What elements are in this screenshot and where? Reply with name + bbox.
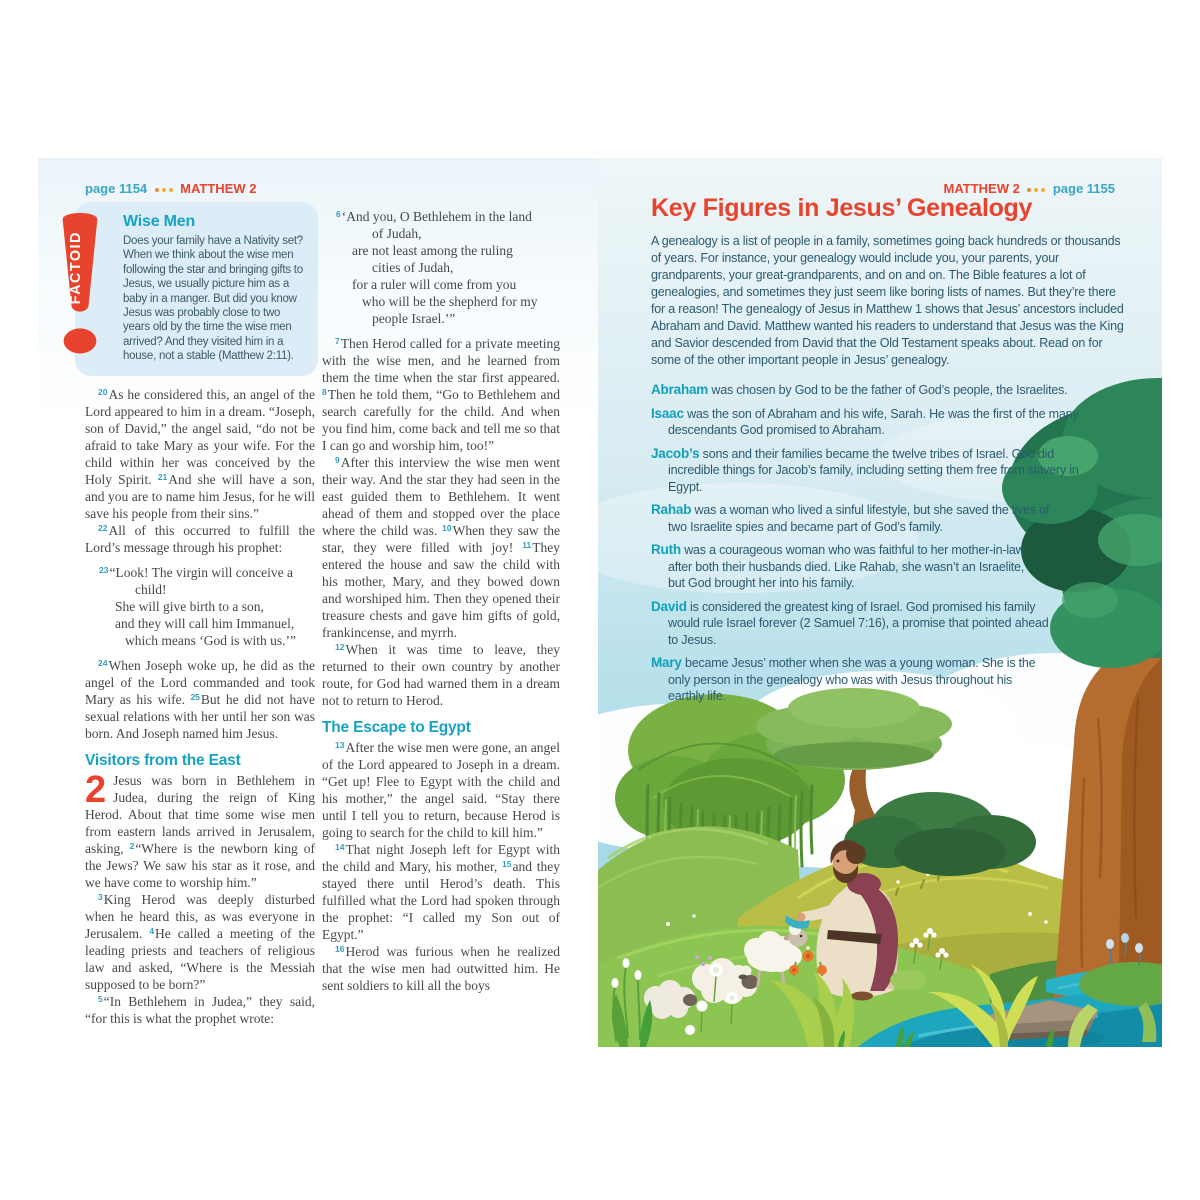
factoid-body: Does your family have a Nativity set? When we think about the wise men following the star and bringing gifts to Jesus, we usually picture him as a baby in a manger. But did you know Jesus was probably close to two years old by the time the wise men arrived? And they visited him in a house, not a stable (Matthew 2:11). [123,235,303,363]
chapter-number: 2 [85,768,107,811]
entry-name: David [651,598,687,614]
genealogy-entries [651,382,1127,705]
poetry-line: child! [135,581,167,597]
page-left [38,158,598,1047]
genealogy-entry: David is considered the greatest king of Israel. God promised his family would rule Israel forever (2 Samuel 7:16), a promise that pointed ahead to Jesus. [651,598,1049,647]
scripture-paragraph: $^5$“In Bethlehem in Judea,” they said, “for this is what the prophet wrote: [85,993,315,1026]
scripture-paragraph: $^{16}$Herod was furious when he realized that the wise men had outwitted him. He sent soldiers to kill all the boys [322,944,560,993]
factoid-icon-label: FACTOID [68,231,84,305]
verse-number: 24 [98,657,108,668]
poetry-line: for a ruler will come from you [352,277,517,292]
verse-number: 11 [522,540,532,550]
verse-number: 16 [335,944,345,954]
verse-number: 20 [98,386,108,397]
genealogy-entry: Jacob’s sons and their families became the twelve tribes of Israel. God did incredible things for Jacob’s family, including setting them free from slavery in Egypt. [651,445,1079,494]
left-running-head [85,180,256,196]
feature-title: Key Figures in Jesus’ Genealogy [651,194,1033,222]
poetry-line: She will give birth to a son, [115,598,264,614]
verse-number: 9 [335,455,340,465]
verse-number: 8 [322,387,327,397]
poetry-line: which means ‘God is with us.’” [125,632,296,648]
chapter-paragraph: 2 Jesus was born in Bethlehem in Judea, during the reign of King Herod. About that time some wise men from eastern lands arrived in Jerusalem, asking, $^2$“Where is the newborn king of the Jews? We saw his star as it rose, and we have come to worship him.” [85,768,315,890]
poetry-line: of Judah, [372,226,422,241]
entry-name: Jacob’s [651,445,700,461]
poetry-line: $^6$‘And you, O Bethlehem in the land [336,209,532,224]
verse-number: 14 [335,842,345,852]
verse-number: 3 [98,891,103,902]
verse-number: 12 [335,642,345,652]
genealogy-entry: Rahab was a woman who lived a sinful lifestyle, but she saved the lives of two Israelite spies and became part of God’s family. [651,502,1050,534]
separator-dots [1026,180,1047,195]
verse-number: 15 [502,859,512,869]
scripture-paragraph: $^{12}$When it was time to leave, they returned to their own country by another route, for God had warned them in a dream not to return to Herod. [322,642,560,708]
scripture-paragraph: $^{14}$That night Joseph left for Egypt with the child and Mary, his mother, $^{15}$and they stayed there until Herod’s death. This fulfilled what the Lord had spoken through the prophet: “I called my Son out of Egypt.” [322,842,560,942]
verse-number: 13 [335,740,345,750]
poetry-line: people Israel.’” [372,311,456,326]
poetry-block [322,208,560,327]
verse-number: 10 [442,523,452,533]
separator-dots [153,180,174,195]
scripture-paragraph: $^9$After this interview the wise men went their way. And the star they had seen in the east guided them to Bethlehem. It went ahead of them and stopped over the place where the child was. $^{10}$When they saw the star, they were filled with joy! $^{11}$They entered the house and saw the child with his mother, Mary, and they bowed down and worshiped him. Then they opened their treasure chests and gave him gifts of gold, frankincense, and myrrh. [322,455,560,640]
entry-name: Rahab [651,502,692,517]
entry-name: Abraham [651,382,709,397]
scripture-paragraph: $^{13}$After the wise men were gone, an angel of the Lord appeared to Joseph in a dream. “Get up! Flee to Egypt with the child and his mother,” the angel said. “Stay there until I tell you to return, because Herod is going to search for the child to kill him.” [322,740,560,840]
scripture-column-1 [68,200,315,1027]
verse-number: 22 [98,522,108,533]
poetry-block [85,564,315,649]
verse-number: 25 [190,691,200,702]
page-number: page 1155 [1052,181,1115,196]
right-running-head [944,180,1115,196]
scripture-text-column-2 [322,208,560,994]
factoid-box [68,202,318,376]
poetry-line: $^{23}$“Look! The virgin will conceive a [99,564,294,580]
scripture-column-2 [322,200,560,994]
section-heading: Visitors from the East [85,751,241,769]
scripture-paragraph: $^{22}$All of this occurred to fulfill the Lord’s message through his prophet: [85,522,315,555]
genealogy-entry: Isaac was the son of Abraham and his wife, Sarah. He was the first of the many descendants God promised to Abraham. [651,405,1079,437]
scripture-paragraph: $^{20}$As he considered this, an angel of the Lord appeared to him in a dream. “Joseph, son of David,” the angel said, “do not be afraid to take Mary as your wife. For the child within her was conceived by the Holy Spirit. $^{21}$And she will have a son, and you are to name him Jesus, for he will save his people from their sins.” [85,386,315,521]
verse-number: 7 [335,336,340,346]
factoid-title: Wise Men [123,213,196,230]
verse-number: 23 [99,564,109,575]
factoid-exclamation-icon [53,208,107,366]
entry-name: Isaac [651,405,684,421]
scripture-paragraph: $^3$King Herod was deeply disturbed when he heard this, as was everyone in Jerusalem. $^4$He called a meeting of the leading priests and teachers of religious law and asked, “Where is the Messiah supposed to be born?” [85,891,315,992]
verse-number: 6 [336,209,341,219]
verse-number: 2 [129,840,135,851]
scripture-paragraph: $^7$Then Herod called for a private meeting with the wise men, and he learned from them the time when the star first appeared. $^8$Then he told them, “Go to Bethlehem and search carefully for the child. And when you find him, come back and tell me so that I can go and worship him, too!” [322,336,560,453]
genealogy-entry: Abraham was chosen by God to be the father of God’s people, the Israelites. [651,382,1068,397]
verse-number: 4 [149,925,155,936]
page-number: page 1154 [85,181,148,196]
book-title: MATTHEW 2 [943,181,1020,196]
poetry-line: who will be the shepherd for my [362,294,538,309]
scripture-text-column-1 [85,386,315,1027]
book-title: MATTHEW 2 [180,181,257,196]
page-right [598,158,1162,1047]
genealogy-entry: Ruth was a courageous woman who was faithful to her mother-in-law after both their husbands died. Like Rahab, she wasn’t an Israelite, but God brought her into his family. [651,542,1025,590]
feature-article [651,194,1127,712]
poetry-line: are not least among the ruling [352,243,513,258]
entry-name: Ruth [651,542,681,557]
verse-number: 5 [98,993,103,1004]
feature-intro: A genealogy is a list of people in a family, sometimes going back hundreds or thousands of years. For instance, your genealogy would include you, your parents, your grandparents, your great-grandparents, and on and on. The Bible features a lot of genealogies, and sometimes they just seem like boring lists of names. But they’re there for a reason! The genealogy of Jesus in Matthew 1 shows that Jesus’ ancestors included Abraham and David. Matthew wanted his readers to understand that Jesus was the King and Savior descended from David that the Old Testament speaks about. Read on for some of the other important people in Jesus’ genealogy. [651,234,1124,367]
section-heading: The Escape to Egypt [322,719,471,736]
genealogy-entry: Mary became Jesus’ mother when she was a young woman. She is the only person in the genealogy who was with Jesus throughout his earthly life. [651,655,1036,703]
poetry-line: cities of Judah, [372,260,454,275]
scripture-paragraph: $^{24}$When Joseph woke up, he did as the angel of the Lord commanded and took Mary as his wife. $^{25}$But he did not have sexual relations with her until her son was born. And Joseph named him Jesus. [85,657,315,741]
verse-number: 21 [157,471,168,482]
entry-name: Mary [651,655,682,670]
poetry-line: and they will call him Immanuel, [115,615,295,631]
